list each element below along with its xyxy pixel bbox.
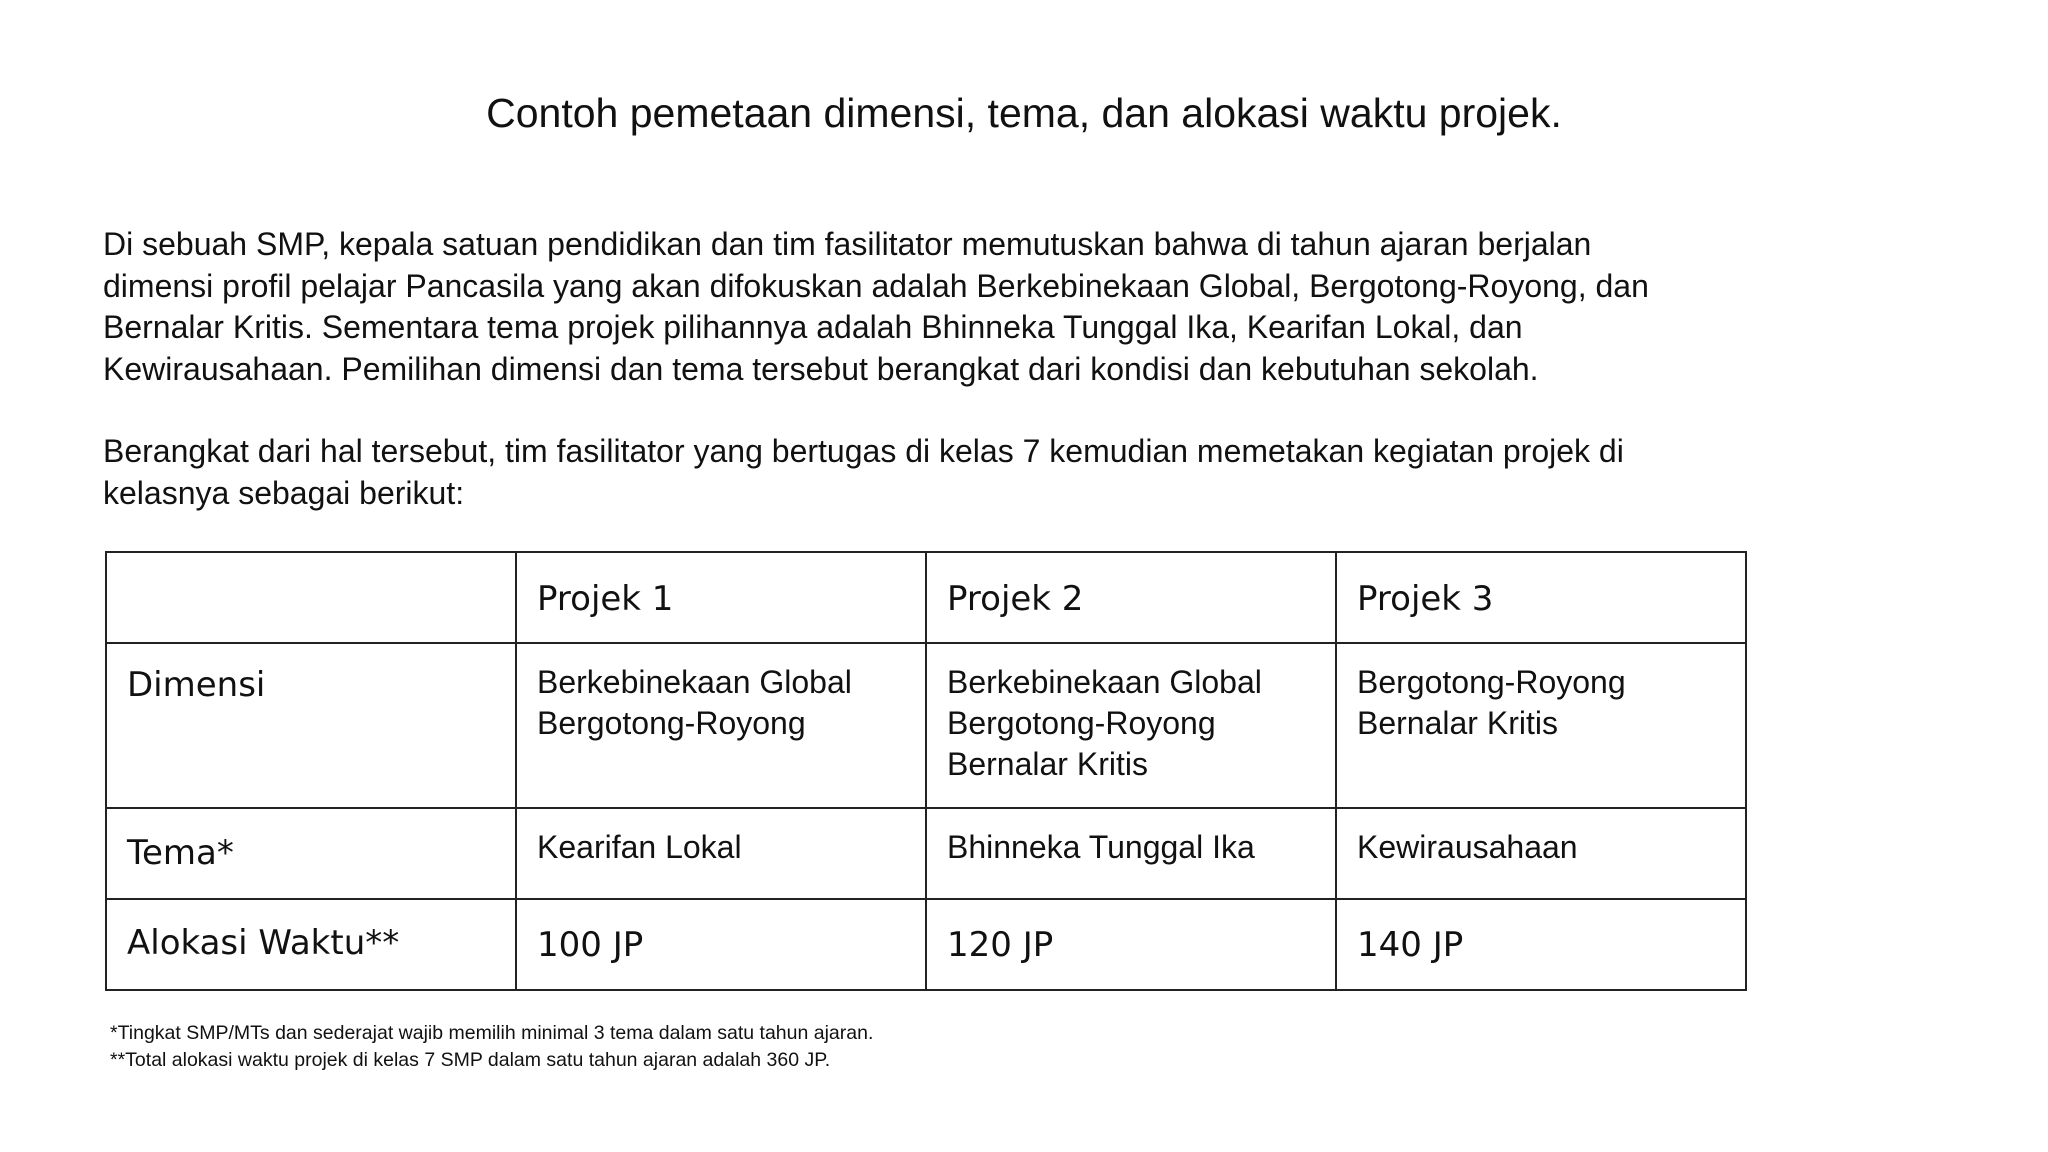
tema-value: Bhinneka Tunggal Ika: [947, 829, 1255, 865]
header-cell: [127, 553, 495, 579]
dimensi-item: Bergotong-Royong: [947, 705, 1216, 741]
tema-cell-projek-1: [516, 808, 926, 899]
dimensi-cell-projek-2: [926, 643, 1336, 808]
intro-paragraph: [103, 224, 1923, 390]
paragraph-line: Kewirausahaan. Pemilihan dimensi dan tema tersebut berangkat dari kondisi dan kebutuhan sekolah.: [103, 350, 1539, 387]
footnotes: [110, 1020, 873, 1074]
dimensi-cell-projek-3: [1336, 643, 1746, 808]
row-label: Dimensi: [127, 665, 266, 705]
paragraph-line: Bernalar Kritis. Sementara tema projek pilihannya adalah Bhinneka Tunggal Ika, Kearifan Lokal, dan: [103, 309, 1523, 345]
header-label: Projek 2: [947, 579, 1084, 619]
header-cell-projek-3: [1336, 552, 1746, 643]
tema-cell-projek-2: [926, 808, 1336, 899]
context-paragraph: [103, 431, 1923, 514]
alokasi-value: 120 JP: [947, 925, 1054, 965]
table-row-alokasi: [106, 899, 1746, 990]
dimensi-item: Bernalar Kritis: [947, 746, 1148, 782]
row-label-cell: [106, 899, 516, 990]
header-label: Projek 3: [1357, 579, 1494, 619]
dimensi-item: Bergotong-Royong: [1357, 664, 1626, 700]
row-label-cell: [106, 643, 516, 808]
page-title: Contoh pemetaan dimensi, tema, dan alokasi waktu projek.: [486, 90, 1562, 136]
tema-value: Kewirausahaan: [1357, 829, 1578, 865]
alokasi-cell-projek-1: [516, 899, 926, 990]
project-mapping-table: [105, 551, 1747, 991]
header-cell-projek-2: [926, 552, 1336, 643]
paragraph-line: kelasnya sebagai berikut:: [103, 474, 465, 511]
dimensi-item: Berkebinekaan Global: [537, 664, 852, 700]
paragraph-line: dimensi profil pelajar Pancasila yang akan difokuskan adalah Berkebinekaan Global, Bergotong-Royong, dan: [103, 267, 1649, 304]
alokasi-value: 100 JP: [537, 925, 644, 965]
row-label: Tema*: [127, 833, 234, 873]
header-cell-projek-1: [516, 552, 926, 643]
row-label-cell: [106, 808, 516, 899]
paragraph-line: Berangkat dari hal tersebut, tim fasilitator yang bertugas di kelas 7 kemudian memetakan kegiatan projek di: [103, 433, 1624, 469]
table-row-tema: [106, 808, 1746, 899]
alokasi-cell-projek-3: [1336, 899, 1746, 990]
table-row-dimensi: [106, 643, 1746, 808]
row-label: Alokasi Waktu**: [127, 923, 400, 963]
footnote-tema: *Tingkat SMP/MTs dan sederajat wajib memilih minimal 3 tema dalam satu tahun ajaran.: [110, 1022, 874, 1044]
header-label: Projek 1: [537, 579, 674, 619]
paragraph-line: Di sebuah SMP, kepala satuan pendidikan dan tim fasilitator memutuskan bahwa di tahun ajaran berjalan: [103, 226, 1592, 262]
table-header-row: [106, 552, 1746, 643]
dimensi-item: Bergotong-Royong: [537, 705, 806, 741]
tema-cell-projek-3: [1336, 808, 1746, 899]
footnote-alokasi: **Total alokasi waktu projek di kelas 7 SMP dalam satu tahun ajaran adalah 360 JP.: [110, 1049, 831, 1071]
alokasi-value: 140 JP: [1357, 925, 1464, 965]
alokasi-cell-projek-2: [926, 899, 1336, 990]
header-empty-cell: [106, 552, 516, 643]
dimensi-item: Berkebinekaan Global: [947, 664, 1262, 700]
dimensi-item: Bernalar Kritis: [1357, 705, 1558, 741]
dimensi-cell-projek-1: [516, 643, 926, 808]
tema-value: Kearifan Lokal: [537, 829, 742, 865]
